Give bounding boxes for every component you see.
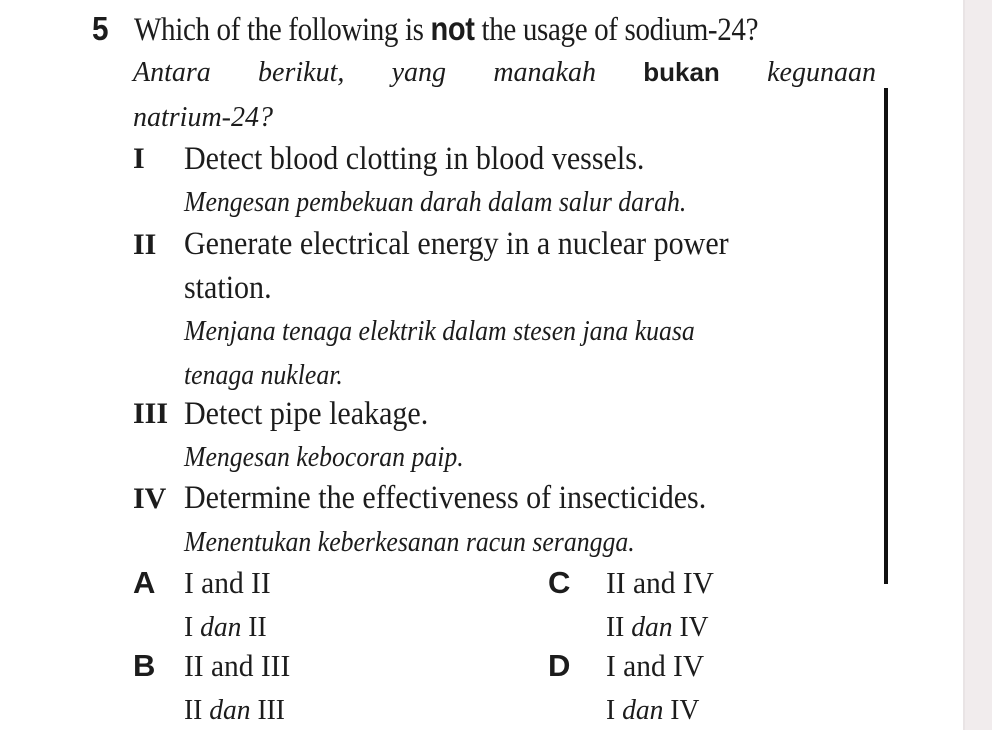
statement-iii-ms: Mengesan kebocoran paip. [184,442,464,473]
statement-ii-en-line1: Generate electrical energy in a nuclear power [184,226,729,262]
option-c-ms: II dan IV [606,611,709,643]
question-text-en: Which of the following is not the usage of sodium-24? [134,10,759,48]
option-d-en: I and IV [606,648,705,683]
option-b-en: II and III [184,648,291,683]
emphasis-bukan: bukan [643,57,720,87]
statement-iv-en: Determine the effectiveness of insecticides. [184,480,707,516]
option-b-letter: B [133,648,156,683]
option-a-ms: I dan II [184,611,267,643]
option-a-en: I and II [184,565,271,600]
option-d-ms: I dan IV [606,694,700,726]
emphasis-not: not [430,10,475,47]
statement-iv-ms: Menentukan keberkesanan racun serangga. [184,527,635,558]
statement-ii-ms-line2: tenaga nuklear. [184,360,343,391]
margin-rule [884,88,888,584]
question-number: 5 [92,10,109,47]
statement-i-en: Detect blood clotting in blood vessels. [184,141,645,177]
statement-iii-en: Detect pipe leakage. [184,396,429,432]
question-text-ms-line2: natrium-24? [133,102,273,133]
statement-roman-ii: II [133,228,157,261]
statement-roman-i: I [133,142,145,175]
statement-i-ms: Mengesan pembekuan darah dalam salur darah. [184,187,687,218]
side-panel [965,0,992,730]
option-d-letter: D [548,648,571,683]
statement-roman-iii: III [133,397,169,430]
question-text-ms-line1: Antara berikut, yang manakah bukan kegunaan [133,57,876,88]
option-a-letter: A [133,565,156,600]
statement-ii-ms-line1: Menjana tenaga elektrik dalam stesen jana kuasa [184,316,695,347]
option-c-en: II and IV [606,565,714,600]
statement-roman-iv: IV [133,482,167,515]
option-b-ms: II dan III [184,694,285,726]
option-c-letter: C [548,565,571,600]
statement-ii-en-line2: station. [184,270,272,306]
